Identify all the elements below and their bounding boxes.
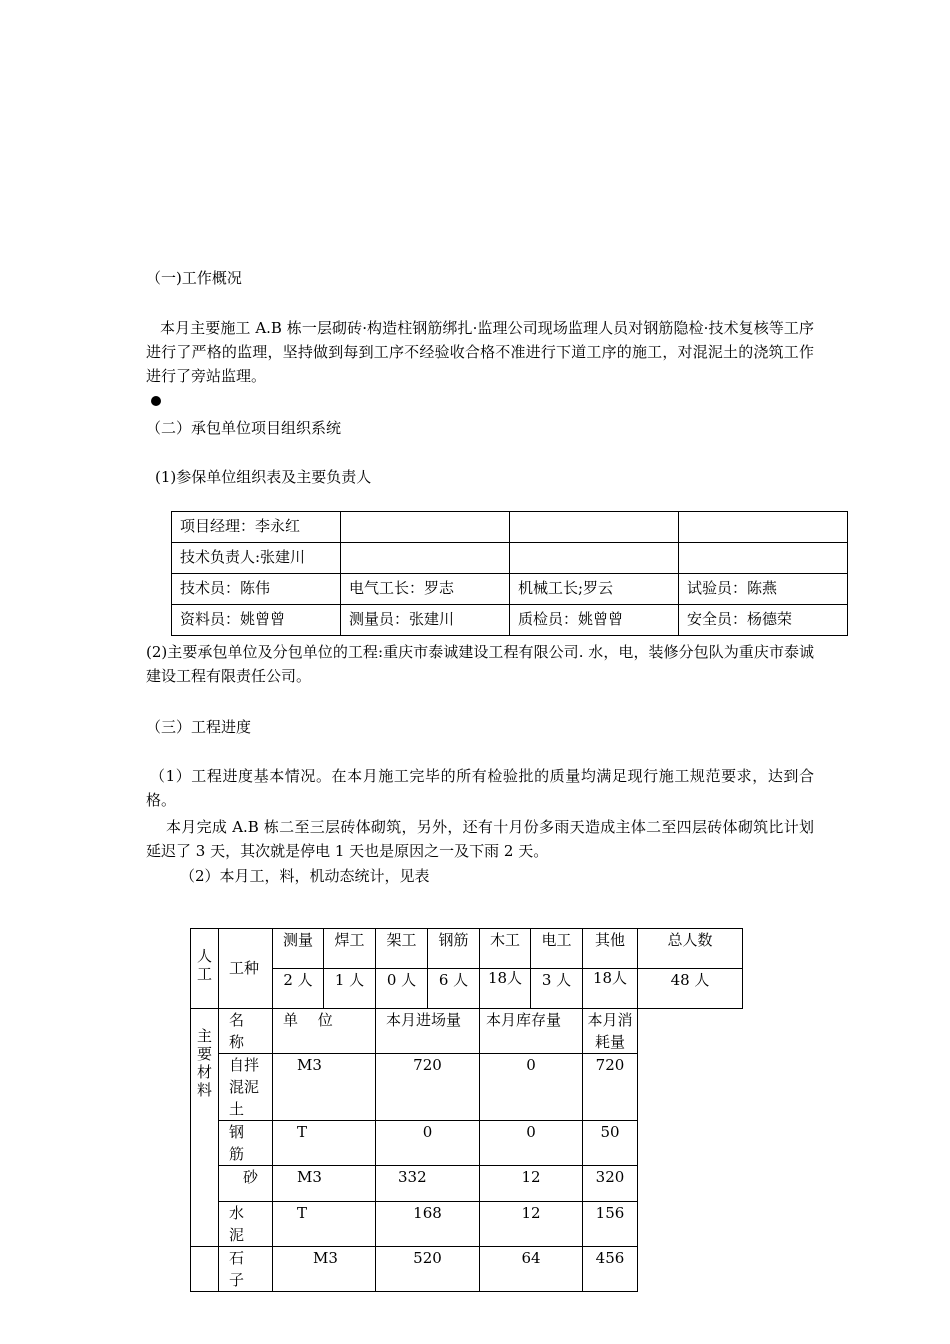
- trade-count: 6 人: [428, 969, 480, 1009]
- material-name: 钢 筋: [219, 1121, 273, 1166]
- trade-label: 工种: [219, 929, 273, 1009]
- material-col-header: 单 位: [273, 1009, 376, 1054]
- section3-p2: 本月完成 A.B 栋二至三层砖体砌筑，另外，还有十月份多雨天造成主体二至四层砖体砌筑比计划延迟了 3 天，其次就是停电 1 天也是原因之一及下雨 2 天。: [146, 818, 814, 860]
- material-unit: T: [273, 1121, 376, 1166]
- trade-count: 18人: [583, 969, 638, 1009]
- trade-name: 焊工: [324, 929, 376, 969]
- org-cell: 电气工长：罗志: [341, 574, 510, 605]
- trade-count: 18人: [480, 969, 531, 1009]
- material-header-row: [191, 1009, 743, 1054]
- org-cell: [679, 512, 848, 543]
- labor-label: 人工: [191, 929, 219, 1009]
- org-row: [172, 574, 848, 605]
- org-cell: [510, 512, 679, 543]
- material-name: 砂: [219, 1166, 273, 1202]
- section2-sub1: (1)参保单位组织表及主要负责人: [155, 468, 372, 486]
- material-name: 水 泥: [219, 1202, 273, 1247]
- materials-label: 主要材料: [191, 1009, 219, 1247]
- org-cell: 测量员：张建川: [341, 605, 510, 636]
- material-name: 石 子: [219, 1247, 273, 1292]
- material-in: 168: [376, 1202, 480, 1247]
- material-col-header: 本月消耗量: [583, 1009, 638, 1054]
- trade-name: 钢筋: [428, 929, 480, 969]
- material-used: 320: [583, 1166, 638, 1202]
- org-cell: 机械工长;罗云: [510, 574, 679, 605]
- section1-body: 本月主要施工 A.B 栋一层砌砖·构造柱钢筋绑扎·监理公司现场监理人员对钢筋隐检·技术复核等工序进行了严格的监理，坚持做到每到工序不经验收合格不准进行下道工序的施工，对混泥土的浇筑工作进行了旁站监理。: [146, 319, 814, 385]
- material-unit: M3: [273, 1166, 376, 1202]
- bullet-dot: [151, 396, 161, 406]
- material-row: [191, 1202, 743, 1247]
- trade-name: 总人数: [638, 929, 743, 969]
- section2-sub2: (2)主要承包单位及分包单位的工程:重庆市泰诚建设工程有限公司. 水，电，装修分包队为重庆市泰诚建设工程有限责任公司。: [146, 643, 814, 685]
- org-cell: 技术员：陈伟: [172, 574, 341, 605]
- material-row: [191, 1247, 743, 1292]
- material-stock: 0: [480, 1121, 583, 1166]
- trade-name: 其他: [583, 929, 638, 969]
- trade-count: 1 人: [324, 969, 376, 1009]
- section1-heading: （一)工作概况: [146, 269, 242, 287]
- material-used: 50: [583, 1121, 638, 1166]
- trade-name: 电工: [531, 929, 583, 969]
- org-cell: [341, 543, 510, 574]
- section3-p3: （2）本月工，料，机动态统计，见表: [180, 867, 430, 885]
- org-cell: 资料员：姚曾曾: [172, 605, 341, 636]
- material-stock: 0: [480, 1054, 583, 1121]
- material-in: 520: [376, 1247, 480, 1292]
- org-cell: 质检员：姚曾曾: [510, 605, 679, 636]
- trade-name: 架工: [376, 929, 428, 969]
- material-in: 0: [376, 1121, 480, 1166]
- material-row: [191, 1166, 743, 1202]
- section2-heading: （二）承包单位项目组织系统: [146, 419, 342, 437]
- org-cell: [679, 543, 848, 574]
- material-row: [191, 1054, 743, 1121]
- org-cell: 安全员：杨德荣: [679, 605, 848, 636]
- trade-name: 木工: [480, 929, 531, 969]
- section3-heading: （三）工程进度: [146, 718, 252, 736]
- org-cell: [510, 543, 679, 574]
- trade-count-row: [191, 969, 743, 1009]
- org-cell: 项目经理：李永红: [172, 512, 341, 543]
- trade-count: 48 人: [638, 969, 743, 1009]
- material-used: 720: [583, 1054, 638, 1121]
- org-row: [172, 543, 848, 574]
- material-unit: M3: [273, 1054, 376, 1121]
- org-cell: [341, 512, 510, 543]
- material-unit: T: [273, 1202, 376, 1247]
- org-table: [171, 511, 848, 636]
- material-used: 456: [583, 1247, 638, 1292]
- org-cell: 技术负责人:张建川: [172, 543, 341, 574]
- material-unit: M3: [273, 1247, 376, 1292]
- material-col-header: 名 称: [219, 1009, 273, 1054]
- material-col-header: 本月进场量: [376, 1009, 480, 1054]
- trade-header-row: [191, 929, 743, 969]
- material-stock: 64: [480, 1247, 583, 1292]
- trade-name: 测量: [273, 929, 324, 969]
- material-stock: 12: [480, 1202, 583, 1247]
- empty-cell: [191, 1247, 219, 1292]
- material-row: [191, 1121, 743, 1166]
- material-in: 720: [376, 1054, 480, 1121]
- org-row: [172, 512, 848, 543]
- org-row: [172, 605, 848, 636]
- trade-count: 0 人: [376, 969, 428, 1009]
- section3-p1: （1）工程进度基本情况。在本月施工完毕的所有检验批的质量均满足现行施工规范要求，达到合格。: [146, 767, 814, 809]
- material-in: 332: [376, 1166, 480, 1202]
- trade-count: 3 人: [531, 969, 583, 1009]
- material-col-header: 本月库存量: [480, 1009, 583, 1054]
- resource-table: [190, 928, 743, 1292]
- trade-count: 2 人: [273, 969, 324, 1009]
- material-used: 156: [583, 1202, 638, 1247]
- material-name: 自拌混泥土: [219, 1054, 273, 1121]
- material-stock: 12: [480, 1166, 583, 1202]
- org-cell: 试验员：陈燕: [679, 574, 848, 605]
